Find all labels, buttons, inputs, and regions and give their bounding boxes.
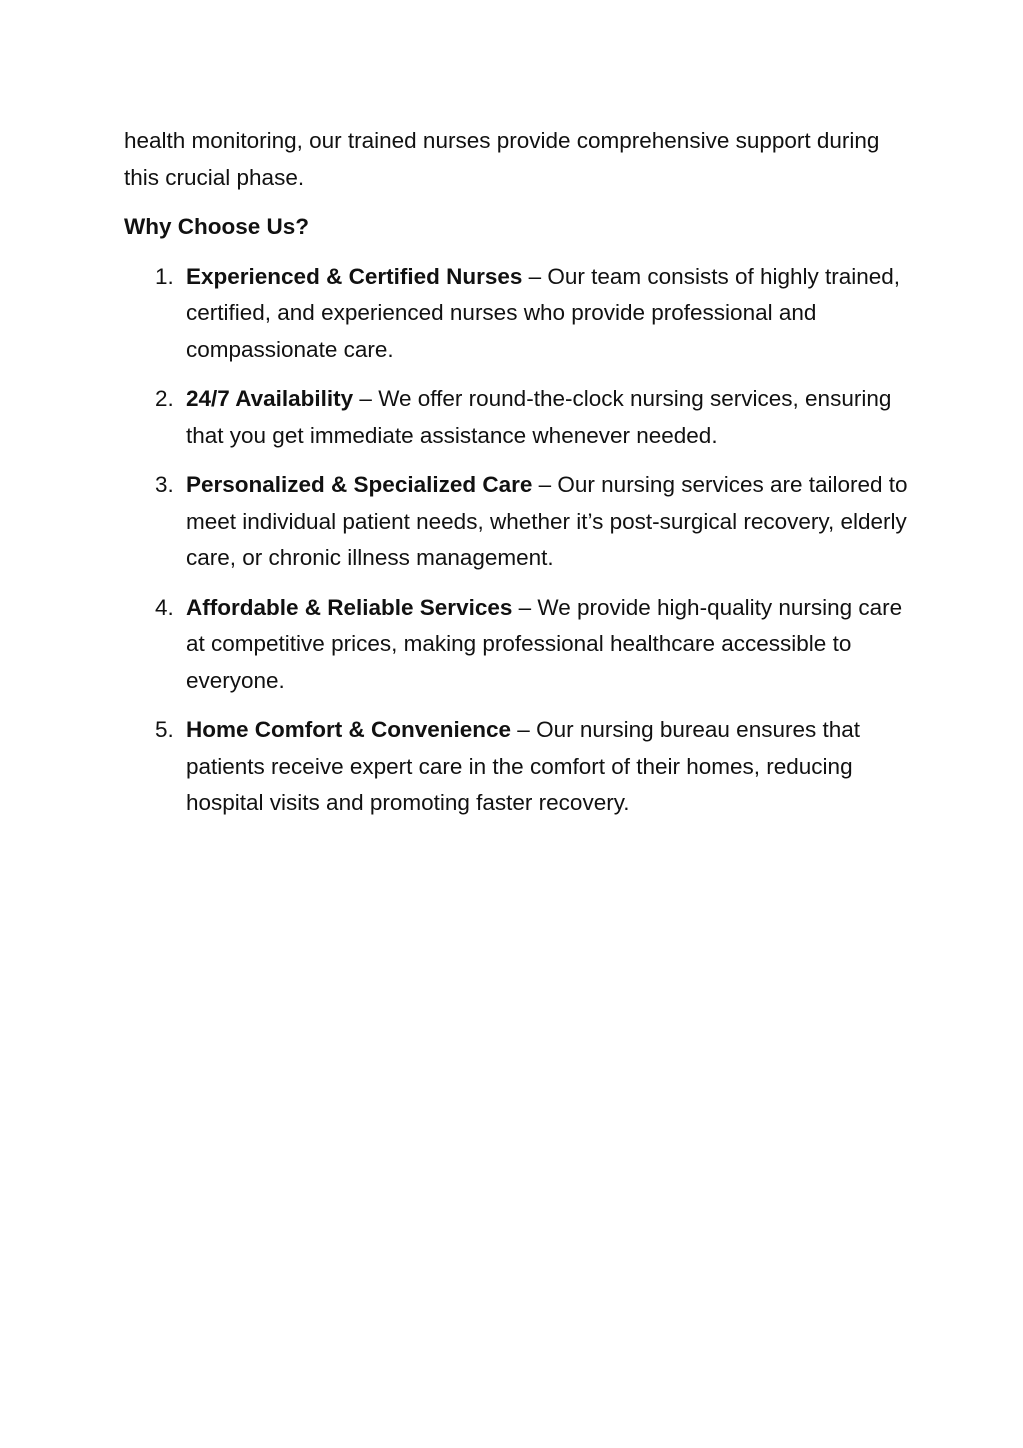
list-item-title: Affordable & Reliable Services [186, 594, 513, 620]
list-item-title: Personalized & Specialized Care [186, 472, 533, 497]
list-item-title: Experienced & Certified Nurses [186, 263, 523, 289]
list-item-number: 1. [155, 263, 174, 289]
list-item-text: – We offer round-the-clock nursing services, ensuring that you get immediate assistance whenever needed. [186, 386, 892, 448]
list-item-text: – We provide high-quality nursing care at competitive prices, making professional healthcare accessible to everyone. [186, 594, 903, 693]
list-item-title: 24/7 Availability [186, 386, 354, 411]
list-item-number: 5. [155, 717, 174, 742]
list-item-number: 4. [155, 594, 174, 620]
reasons-list [124, 259, 914, 822]
list-item-text: – Our nursing services are tailored to meet individual patient needs, whether it’s post-surgical recovery, elderly care, or chronic illness management. [186, 472, 908, 570]
list-item [124, 467, 914, 577]
list-item-number: 2. [155, 386, 174, 411]
list-item-text: – Our team consists of highly trained, certified, and experienced nurses who provide professional and compassionate care. [186, 263, 901, 362]
list-item [124, 712, 914, 822]
page-content [124, 123, 914, 835]
list-item [124, 381, 914, 454]
intro-paragraph: health monitoring, our trained nurses provide comprehensive support during this crucial phase. [124, 128, 880, 190]
list-item [124, 259, 914, 369]
section-heading: Why Choose Us? [124, 214, 310, 239]
list-item-number: 3. [155, 472, 174, 497]
list-item-text: – Our nursing bureau ensures that patients receive expert care in the comfort of their homes, reducing hospital visits and promoting faster recovery. [186, 717, 861, 815]
list-item [124, 590, 914, 700]
list-item-title: Home Comfort & Convenience [186, 717, 512, 742]
